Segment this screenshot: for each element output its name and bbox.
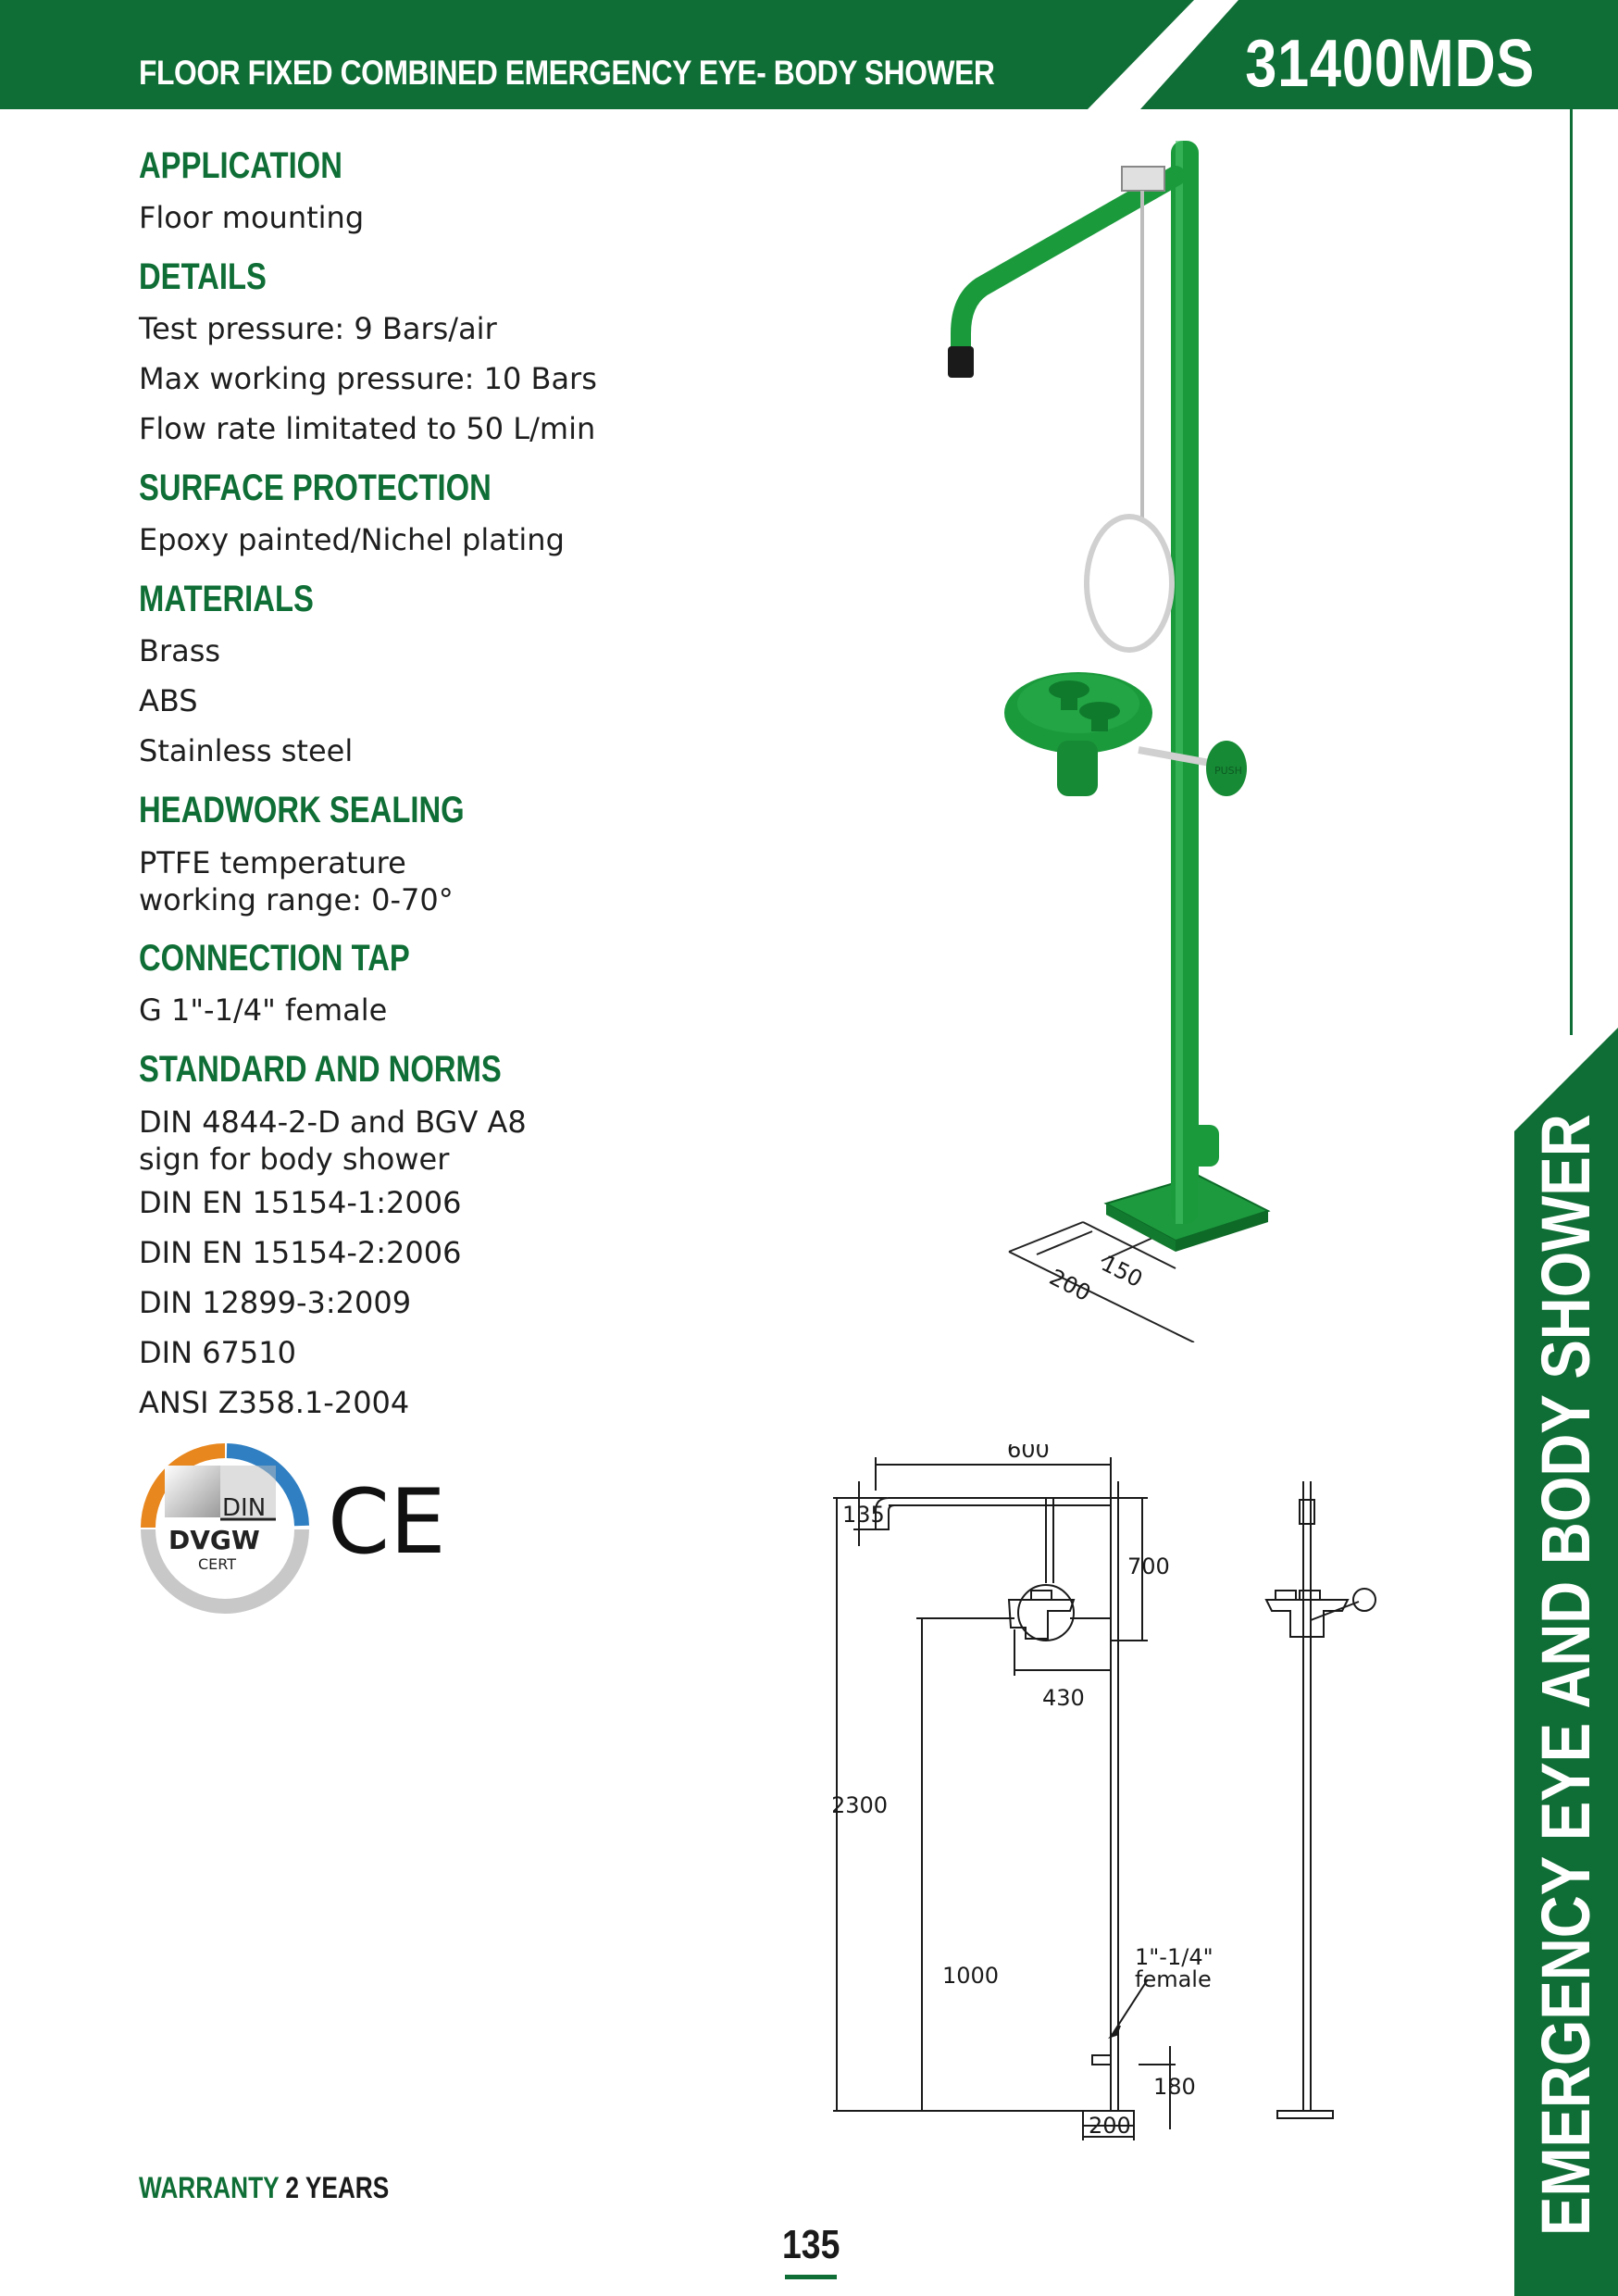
warranty-label: WARRANTY bbox=[139, 2171, 280, 2204]
cert-text: CERT bbox=[198, 1555, 237, 1573]
dim-430: 430 bbox=[1042, 1685, 1085, 1711]
standards-line-7: ANSI Z358.1-2004 bbox=[139, 1385, 410, 1420]
din-text: DIN bbox=[222, 1494, 267, 1522]
dim-135: 135 bbox=[842, 1502, 885, 1528]
page-number-underline bbox=[785, 2275, 837, 2279]
dim-2300: 2300 bbox=[833, 1792, 889, 1818]
materials-line-3: Stainless steel bbox=[139, 733, 354, 768]
dim-700: 700 bbox=[1127, 1554, 1170, 1579]
heading-details: DETAILS bbox=[139, 256, 267, 297]
heading-standards: STANDARD AND NORMS bbox=[139, 1049, 502, 1090]
side-divider-line bbox=[1570, 109, 1573, 1035]
header-bar bbox=[0, 0, 1618, 109]
standards-line-5: DIN 12899-3:2009 bbox=[139, 1285, 412, 1320]
standards-line-3: DIN EN 15154-1:2006 bbox=[139, 1185, 462, 1220]
tap-size-label: 1"-1/4" bbox=[1135, 1944, 1214, 1970]
details-line-1: Test pressure: 9 Bars/air bbox=[139, 311, 497, 346]
render-dim-200: 200 bbox=[1045, 1264, 1095, 1307]
dvgw-text: DVGW bbox=[168, 1525, 260, 1555]
dimension-drawing bbox=[833, 1444, 1388, 2176]
certification-logos bbox=[137, 1440, 442, 1619]
dim-1000: 1000 bbox=[942, 1963, 1000, 1989]
dim-180: 180 bbox=[1153, 2074, 1196, 2100]
standards-line-6: DIN 67510 bbox=[139, 1335, 296, 1370]
push-plate-text: PUSH bbox=[1214, 765, 1242, 777]
materials-line-2: ABS bbox=[139, 683, 198, 718]
heading-materials: MATERIALS bbox=[139, 579, 314, 619]
heading-connection-tap: CONNECTION TAP bbox=[139, 938, 410, 979]
heading-application: APPLICATION bbox=[139, 145, 342, 186]
standards-line-1: DIN 4844-2-D and BGV A8 bbox=[139, 1104, 527, 1140]
application-line-1: Floor mounting bbox=[139, 200, 365, 235]
heading-surface-protection: SURFACE PROTECTION bbox=[139, 468, 492, 508]
headwork-line-2: working range: 0-70° bbox=[139, 882, 454, 917]
ce-mark: CE bbox=[328, 1470, 442, 1574]
model-code: 31400MDS bbox=[1245, 27, 1535, 101]
heading-headwork-sealing: HEADWORK SEALING bbox=[139, 790, 465, 830]
render-dim-150: 150 bbox=[1097, 1250, 1147, 1293]
eye-body-shower-illustration bbox=[879, 120, 1305, 1342]
materials-line-1: Brass bbox=[139, 633, 221, 668]
page-number: 135 bbox=[782, 2222, 840, 2267]
side-title: EMERGENCY EYE AND BODY SHOWER bbox=[1527, 1114, 1604, 2236]
warranty bbox=[139, 2171, 389, 2205]
dim-200: 200 bbox=[1089, 2113, 1131, 2139]
headwork-line-1: PTFE temperature bbox=[139, 845, 406, 880]
details-line-3: Flow rate limitated to 50 L/min bbox=[139, 411, 596, 446]
details-line-2: Max working pressure: 10 Bars bbox=[139, 361, 597, 396]
page-title: FLOOR FIXED COMBINED EMERGENCY EYE- BODY SHOWER bbox=[139, 54, 995, 92]
standards-line-2: sign for body shower bbox=[139, 1142, 450, 1177]
standards-line-4: DIN EN 15154-2:2006 bbox=[139, 1235, 462, 1270]
connection-line-1: G 1"-1/4" female bbox=[139, 992, 388, 1028]
spec-column bbox=[139, 139, 787, 1428]
technical-drawing bbox=[833, 1444, 1388, 2179]
dvgw-din-logo bbox=[137, 1440, 442, 1616]
surface-line-1: Epoxy painted/Nichel plating bbox=[139, 522, 565, 557]
product-render bbox=[879, 120, 1305, 1346]
tap-type-label: female bbox=[1135, 1966, 1212, 1992]
dim-600: 600 bbox=[1007, 1444, 1050, 1463]
warranty-value: 2 YEARS bbox=[285, 2171, 390, 2204]
